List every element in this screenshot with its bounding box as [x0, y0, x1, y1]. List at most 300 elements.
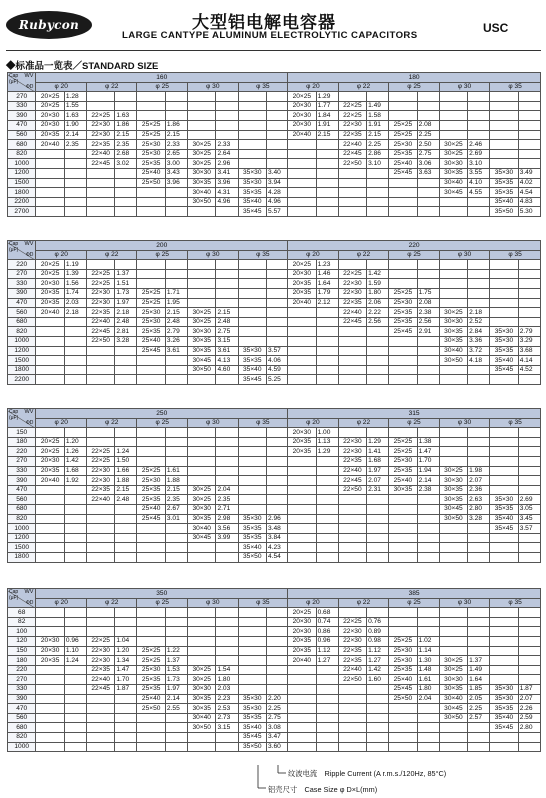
case-size-cell: 22×30 [86, 298, 114, 308]
ripple-current-cell: 0.96 [316, 636, 338, 646]
table-row [8, 456, 541, 466]
case-size-cell [188, 437, 216, 447]
ripple-current-cell [316, 723, 338, 733]
case-size-cell [86, 608, 114, 618]
case-size-cell [389, 608, 417, 618]
diameter-header: φ 22 [86, 418, 137, 428]
case-size-cell: 30×30 [439, 476, 467, 486]
ripple-current-cell: 1.26 [64, 447, 86, 457]
ripple-current-cell [316, 188, 338, 198]
case-size-cell: 30×35 [439, 495, 467, 505]
table-row [8, 356, 541, 366]
case-size-cell: 20×30 [36, 120, 64, 130]
case-size-cell: 35×50 [238, 742, 266, 752]
ripple-current-cell [417, 732, 439, 742]
ripple-current-cell [266, 504, 287, 514]
ripple-current-cell [316, 149, 338, 159]
case-size-cell: 25×35 [137, 485, 165, 495]
ripple-current-cell: 3.61 [165, 346, 187, 356]
capacitance-cell: 330 [8, 466, 36, 476]
case-size-cell: 25×30 [137, 317, 165, 327]
ripple-current-cell [165, 188, 187, 198]
ripple-current-cell [266, 617, 287, 627]
ripple-current-cell: 1.28 [64, 92, 86, 102]
ripple-current-cell: 2.15 [367, 130, 389, 140]
case-size-cell [137, 269, 165, 279]
table-row [8, 188, 541, 198]
case-size-cell [490, 317, 518, 327]
ripple-current-cell [115, 543, 137, 553]
capacitance-cell: 270 [8, 456, 36, 466]
case-size-cell [86, 197, 114, 207]
ripple-current-cell [216, 617, 238, 627]
voltage-header: 315 [288, 409, 541, 419]
case-size-cell: 20×30 [288, 269, 316, 279]
case-size-cell: 35×40 [490, 713, 518, 723]
ripple-current-cell: 3.40 [266, 168, 287, 178]
ripple-current-cell [518, 428, 540, 438]
capacitance-cell: 180 [8, 437, 36, 447]
ripple-current-cell [266, 130, 287, 140]
case-size-cell: 25×40 [137, 504, 165, 514]
case-size-cell [188, 101, 216, 111]
case-size-cell: 25×45 [137, 514, 165, 524]
case-size-cell [288, 665, 316, 675]
ripple-current-cell: 3.57 [518, 524, 540, 534]
case-size-cell [490, 533, 518, 543]
capacitance-cell: 2200 [8, 375, 36, 385]
case-size-cell [288, 675, 316, 685]
diameter-header: φ 25 [389, 250, 440, 260]
case-size-cell: 35×45 [238, 732, 266, 742]
table-row [8, 504, 541, 514]
case-size-cell [490, 456, 518, 466]
case-size-cell [137, 742, 165, 752]
ripple-current-cell [216, 101, 238, 111]
diameter-header: φ 25 [137, 250, 188, 260]
ripple-current-cell [115, 552, 137, 562]
case-size-cell: 22×25 [338, 269, 366, 279]
ripple-current-cell: 3.63 [417, 168, 439, 178]
case-size-cell [188, 288, 216, 298]
case-size-cell: 35×40 [238, 365, 266, 375]
ripple-current-cell: 3.72 [468, 346, 490, 356]
case-size-cell [238, 288, 266, 298]
diameter-header: φ 35 [490, 598, 541, 608]
ripple-current-cell: 0.98 [367, 636, 389, 646]
case-size-cell [439, 646, 467, 656]
ripple-current-cell [518, 101, 540, 111]
case-size-cell [439, 365, 467, 375]
case-size-cell [238, 149, 266, 159]
case-size-cell [389, 279, 417, 289]
ripple-current-cell [266, 675, 287, 685]
case-size-cell [288, 308, 316, 318]
case-size-cell [86, 168, 114, 178]
case-size-cell: 30×25 [188, 159, 216, 169]
ripple-current-cell [115, 178, 137, 188]
case-size-cell [490, 288, 518, 298]
case-size-cell [188, 543, 216, 553]
case-size-cell [490, 140, 518, 150]
ripple-current-cell [64, 375, 86, 385]
ripple-current-cell [266, 288, 287, 298]
ripple-current-cell: 3.15 [216, 336, 238, 346]
case-size-cell [338, 207, 366, 217]
case-size-cell [288, 543, 316, 553]
case-size-cell: 22×45 [338, 149, 366, 159]
case-size-cell: 35×50 [238, 552, 266, 562]
case-size-cell: 30×40 [188, 188, 216, 198]
case-size-cell [338, 543, 366, 553]
case-size-cell: 30×35 [439, 336, 467, 346]
ripple-current-cell [165, 713, 187, 723]
case-size-cell [338, 723, 366, 733]
ripple-current-cell: 1.73 [165, 675, 187, 685]
case-size-cell: 35×45 [238, 375, 266, 385]
table-row [8, 375, 541, 385]
ripple-current-cell: 3.60 [266, 742, 287, 752]
diameter-header: φ 30 [439, 418, 490, 428]
ripple-current-cell: 1.49 [367, 101, 389, 111]
diameter-header: φ 30 [188, 598, 239, 608]
case-size-cell [389, 111, 417, 121]
case-size-cell [389, 617, 417, 627]
case-size-cell: 35×40 [238, 543, 266, 553]
case-size-cell: 30×25 [439, 149, 467, 159]
ripple-current-cell: 2.59 [518, 713, 540, 723]
ripple-current-cell [417, 428, 439, 438]
ripple-current-cell [417, 356, 439, 366]
ripple-current-cell: 2.15 [165, 485, 187, 495]
ripple-current-cell [518, 675, 540, 685]
case-size-cell: 20×30 [288, 101, 316, 111]
page-header [0, 0, 546, 50]
ripple-current-cell [468, 92, 490, 102]
ripple-current-cell [518, 120, 540, 130]
case-size-cell: 30×40 [439, 694, 467, 704]
case-size-cell: 22×30 [86, 646, 114, 656]
ripple-current-cell [468, 552, 490, 562]
case-size-cell [36, 732, 64, 742]
ripple-current-cell [518, 149, 540, 159]
case-size-cell [188, 260, 216, 270]
ripple-current-cell: 2.04 [417, 694, 439, 704]
diameter-header: φ 35 [490, 250, 541, 260]
ripple-current-cell [64, 524, 86, 534]
ripple-current-cell: 1.24 [115, 447, 137, 457]
ripple-current-cell [417, 495, 439, 505]
capacitance-cell: 120 [8, 636, 36, 646]
ripple-current-cell [266, 437, 287, 447]
ripple-current-cell: 1.27 [367, 656, 389, 666]
case-size-cell: 30×40 [188, 713, 216, 723]
ripple-current-cell [367, 495, 389, 505]
case-size-cell: 22×40 [338, 140, 366, 150]
case-size-cell [86, 428, 114, 438]
case-size-cell: 20×35 [288, 437, 316, 447]
ripple-current-cell [64, 356, 86, 366]
case-size-cell [238, 456, 266, 466]
case-size-cell [338, 533, 366, 543]
case-size-cell [288, 713, 316, 723]
ripple-current-cell [115, 617, 137, 627]
case-size-cell: 35×30 [490, 495, 518, 505]
ripple-current-cell [367, 684, 389, 694]
spec-table-160-180 [7, 72, 541, 217]
case-size-cell [389, 627, 417, 637]
capacitance-cell: 82 [8, 617, 36, 627]
ripple-current-cell: 2.25 [417, 130, 439, 140]
ripple-current-cell [266, 466, 287, 476]
ripple-current-cell [468, 543, 490, 553]
ripple-current-cell [64, 684, 86, 694]
ripple-current-cell [316, 704, 338, 714]
case-size-cell [439, 456, 467, 466]
table-row [8, 524, 541, 534]
ripple-current-cell [367, 694, 389, 704]
ripple-current-cell [165, 207, 187, 217]
ripple-current-cell: 4.31 [216, 188, 238, 198]
ripple-current-cell [468, 524, 490, 534]
case-size-cell: 20×30 [288, 617, 316, 627]
table-row [8, 336, 541, 346]
ripple-current-cell [115, 732, 137, 742]
capacitance-cell: 1000 [8, 159, 36, 169]
diameter-header: φ 25 [389, 418, 440, 428]
case-size-cell: 30×35 [389, 485, 417, 495]
case-size-cell: 25×35 [137, 675, 165, 685]
ripple-current-cell: 1.66 [115, 466, 137, 476]
case-size-cell [36, 684, 64, 694]
case-size-cell: 22×30 [338, 627, 366, 637]
case-size-cell [238, 656, 266, 666]
case-size-cell: 25×35 [389, 665, 417, 675]
case-size-cell [36, 713, 64, 723]
ripple-current-cell: 2.08 [417, 298, 439, 308]
case-size-cell: 22×45 [338, 476, 366, 486]
ripple-current-cell [518, 636, 540, 646]
ripple-current-cell [518, 552, 540, 562]
ripple-current-cell: 3.55 [468, 168, 490, 178]
case-size-cell [439, 543, 467, 553]
case-size-cell: 20×25 [36, 92, 64, 102]
case-size-cell [490, 149, 518, 159]
ripple-current-cell: 4.23 [266, 543, 287, 553]
capacitance-cell: 390 [8, 694, 36, 704]
case-size-cell: 20×25 [288, 260, 316, 270]
ripple-current-cell [64, 317, 86, 327]
ripple-current-cell [417, 92, 439, 102]
case-size-cell: 35×35 [238, 356, 266, 366]
ripple-current-cell [216, 269, 238, 279]
case-size-cell [36, 552, 64, 562]
corner-wv-label: WV [24, 589, 34, 595]
ripple-current-cell [518, 279, 540, 289]
diameter-header: φ 25 [137, 598, 188, 608]
table-row [8, 437, 541, 447]
case-size-cell [137, 260, 165, 270]
case-size-cell: 25×30 [137, 140, 165, 150]
header-corner [8, 73, 36, 92]
case-size-cell [188, 456, 216, 466]
case-size-cell: 30×35 [439, 327, 467, 337]
diameter-header: φ 20 [288, 598, 339, 608]
case-size-cell [288, 485, 316, 495]
case-size-cell: 30×45 [188, 356, 216, 366]
ripple-current-cell [417, 627, 439, 637]
case-size-cell [439, 375, 467, 385]
case-size-cell: 22×40 [338, 466, 366, 476]
ripple-current-cell: 1.39 [64, 269, 86, 279]
capacitance-cell: 820 [8, 327, 36, 337]
capacitance-cell: 1500 [8, 178, 36, 188]
ripple-current-cell: 1.84 [316, 111, 338, 121]
ripple-current-cell [468, 197, 490, 207]
case-size-cell [389, 713, 417, 723]
case-size-cell: 22×25 [338, 101, 366, 111]
ripple-current-cell [64, 168, 86, 178]
ripple-current-cell [417, 207, 439, 217]
ripple-current-cell [115, 428, 137, 438]
case-size-cell: 25×30 [137, 308, 165, 318]
ripple-current-cell [518, 456, 540, 466]
ripple-current-cell: 1.98 [468, 466, 490, 476]
ripple-current-cell: 5.25 [266, 375, 287, 385]
capacitance-cell: 220 [8, 447, 36, 457]
ripple-current-cell [216, 656, 238, 666]
case-size-cell [36, 742, 64, 752]
case-size-cell: 25×40 [137, 694, 165, 704]
case-size-cell [36, 514, 64, 524]
case-size-cell [439, 197, 467, 207]
ripple-current-cell [518, 140, 540, 150]
ripple-current-cell [518, 317, 540, 327]
case-size-cell: 20×35 [36, 130, 64, 140]
case-size-cell: 22×30 [338, 279, 366, 289]
case-size-cell [490, 665, 518, 675]
ripple-current-cell [316, 524, 338, 534]
ripple-current-cell: 1.74 [64, 288, 86, 298]
table-row [8, 485, 541, 495]
ripple-current-cell: 1.56 [64, 279, 86, 289]
ripple-current-cell: 2.23 [216, 694, 238, 704]
case-size-cell: 25×30 [137, 476, 165, 486]
ripple-current-cell: 1.64 [316, 279, 338, 289]
ripple-current-cell [266, 101, 287, 111]
case-size-cell: 30×35 [439, 684, 467, 694]
ripple-current-cell [518, 742, 540, 752]
ripple-current-cell [367, 188, 389, 198]
ripple-current-cell: 2.79 [165, 327, 187, 337]
case-size-cell: 25×25 [137, 466, 165, 476]
ripple-current-cell [115, 375, 137, 385]
case-size-cell: 22×25 [86, 447, 114, 457]
case-size-cell [137, 188, 165, 198]
ripple-current-cell [316, 317, 338, 327]
case-size-cell [288, 723, 316, 733]
case-size-cell [389, 207, 417, 217]
ripple-current-cell [64, 207, 86, 217]
ripple-current-cell [165, 543, 187, 553]
ripple-current-cell: 4.06 [266, 356, 287, 366]
ripple-current-cell [216, 375, 238, 385]
case-size-cell: 35×35 [238, 713, 266, 723]
case-size-cell [490, 101, 518, 111]
case-size-cell [86, 260, 114, 270]
case-size-cell [137, 543, 165, 553]
ripple-current-cell [468, 723, 490, 733]
ripple-current-cell [417, 279, 439, 289]
case-size-cell: 25×25 [389, 120, 417, 130]
case-size-cell [439, 428, 467, 438]
ripple-current-cell: 1.42 [367, 269, 389, 279]
ripple-current-cell: 1.85 [468, 684, 490, 694]
ripple-current-cell: 2.18 [115, 308, 137, 318]
case-size-cell [137, 608, 165, 618]
corner-cap-label: Cap (μF) [9, 241, 19, 253]
case-size-cell [490, 742, 518, 752]
ripple-current-cell [468, 365, 490, 375]
ripple-current-cell [367, 742, 389, 752]
ripple-current-cell: 1.75 [417, 288, 439, 298]
case-size-cell: 22×30 [338, 437, 366, 447]
ripple-current-cell: 1.42 [367, 665, 389, 675]
case-size-cell: 25×25 [137, 130, 165, 140]
ripple-current-cell: 1.14 [417, 646, 439, 656]
ripple-current-cell: 3.49 [518, 168, 540, 178]
ripple-current-cell: 3.96 [165, 178, 187, 188]
ripple-current-cell: 1.22 [165, 646, 187, 656]
case-size-cell [490, 159, 518, 169]
ripple-current-cell: 1.29 [316, 92, 338, 102]
case-size-cell: 22×30 [338, 447, 366, 457]
capacitance-cell: 470 [8, 298, 36, 308]
case-size-cell [86, 92, 114, 102]
ripple-current-cell [266, 159, 287, 169]
case-size-cell [36, 356, 64, 366]
ripple-current-cell [115, 723, 137, 733]
case-size-cell [338, 514, 366, 524]
table-row [8, 159, 541, 169]
case-size-cell [36, 665, 64, 675]
case-size-cell [188, 646, 216, 656]
case-size-cell: 30×30 [188, 327, 216, 337]
ripple-current-cell [316, 308, 338, 318]
ripple-current-cell [367, 543, 389, 553]
case-size-cell: 25×25 [137, 656, 165, 666]
ripple-current-cell: 2.57 [468, 713, 490, 723]
ripple-current-cell: 4.52 [518, 365, 540, 375]
case-size-cell [86, 524, 114, 534]
table-row [8, 723, 541, 733]
case-size-cell: 30×45 [188, 533, 216, 543]
case-size-cell: 20×25 [36, 260, 64, 270]
capacitance-cell: 2200 [8, 197, 36, 207]
case-size-cell [490, 279, 518, 289]
ripple-current-cell [64, 336, 86, 346]
case-size-cell: 30×25 [188, 140, 216, 150]
ripple-current-cell: 2.75 [216, 327, 238, 337]
ripple-current-cell: 4.54 [518, 188, 540, 198]
ripple-current-cell: 2.38 [417, 308, 439, 318]
case-size-cell [439, 608, 467, 618]
case-size-cell: 22×30 [86, 656, 114, 666]
ripple-current-cell [115, 627, 137, 637]
ripple-current-cell [316, 197, 338, 207]
case-size-cell [238, 684, 266, 694]
table-row [8, 92, 541, 102]
